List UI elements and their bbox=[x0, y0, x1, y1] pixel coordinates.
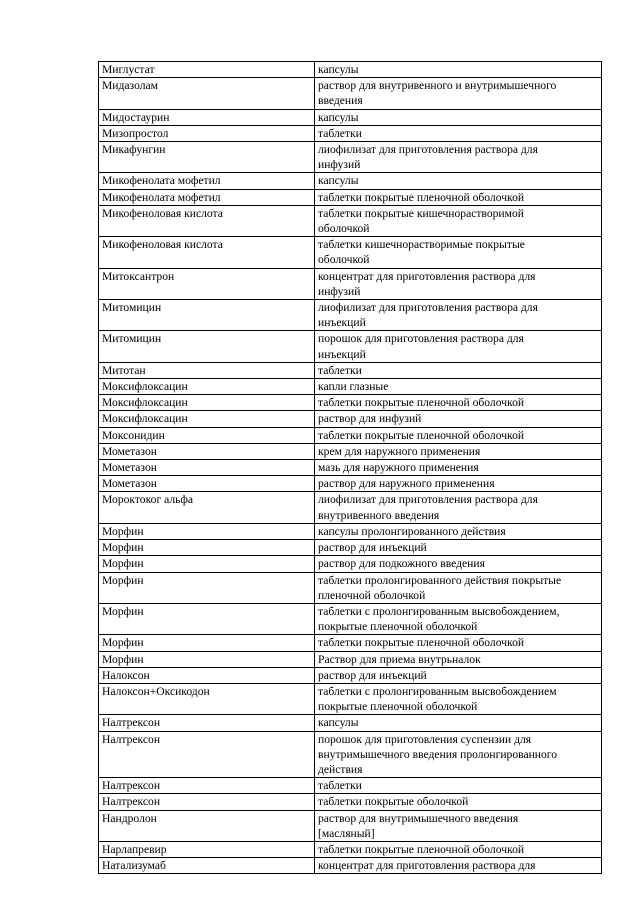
table-row bbox=[99, 205, 602, 236]
dosage-form-cell: лиофилизат для приготовления раствора для инфузий bbox=[315, 142, 602, 173]
drug-name-cell: Морфин bbox=[99, 556, 315, 572]
table-row bbox=[99, 603, 602, 634]
drug-name-cell: Моксифлоксацин bbox=[99, 379, 315, 395]
dosage-form-cell: таблетки покрытые пленочной оболочкой bbox=[315, 427, 602, 443]
table-row bbox=[99, 635, 602, 651]
table-row bbox=[99, 460, 602, 476]
dosage-form-cell: таблетки кишечнорастворимые покрытые оболочкой bbox=[315, 237, 602, 268]
dosage-form-cell: раствор для инъекций bbox=[315, 667, 602, 683]
drug-name-cell: Нандролон bbox=[99, 810, 315, 841]
table-row bbox=[99, 731, 602, 778]
drug-name-cell: Микофеноловая кислота bbox=[99, 205, 315, 236]
drug-name-cell: Митотан bbox=[99, 362, 315, 378]
dosage-form-cell: раствор для подкожного введения bbox=[315, 556, 602, 572]
drug-name-cell: Мометазон bbox=[99, 476, 315, 492]
dosage-form-cell: таблетки покрытые пленочной оболочкой bbox=[315, 841, 602, 857]
drug-name-cell: Микофеноловая кислота bbox=[99, 237, 315, 268]
drug-name-cell: Мометазон bbox=[99, 443, 315, 459]
drug-name-cell: Морфин bbox=[99, 651, 315, 667]
drug-name-cell: Моксифлоксацин bbox=[99, 395, 315, 411]
drug-name-cell: Морфин bbox=[99, 635, 315, 651]
dosage-form-cell: раствор для внутривенного и внутримышечного введения bbox=[315, 78, 602, 109]
drug-name-cell: Мометазон bbox=[99, 460, 315, 476]
drug-name-cell: Налтрексон bbox=[99, 778, 315, 794]
table-row bbox=[99, 794, 602, 810]
drug-name-cell: Моксифлоксацин bbox=[99, 411, 315, 427]
table-row bbox=[99, 109, 602, 125]
drug-name-cell: Миглустат bbox=[99, 62, 315, 78]
table-row bbox=[99, 572, 602, 603]
dosage-form-cell: раствор для наружного применения bbox=[315, 476, 602, 492]
table-row bbox=[99, 683, 602, 714]
table-row bbox=[99, 476, 602, 492]
dosage-form-cell: капсулы bbox=[315, 62, 602, 78]
table-row bbox=[99, 523, 602, 539]
dosage-form-cell: капсулы bbox=[315, 109, 602, 125]
drug-name-cell: Морфин bbox=[99, 603, 315, 634]
drug-name-cell: Мороктоког альфа bbox=[99, 492, 315, 523]
table-body bbox=[99, 62, 602, 874]
dosage-form-cell: концентрат для приготовления раствора для bbox=[315, 858, 602, 874]
drug-forms-table bbox=[98, 61, 602, 874]
dosage-form-cell: порошок для приготовления раствора для инъекций bbox=[315, 331, 602, 362]
dosage-form-cell: таблетки bbox=[315, 362, 602, 378]
dosage-form-cell: таблетки пролонгированного действия покрытые пленочной оболочкой bbox=[315, 572, 602, 603]
table-row bbox=[99, 268, 602, 299]
drug-name-cell: Митомицин bbox=[99, 331, 315, 362]
table-row bbox=[99, 395, 602, 411]
dosage-form-cell: таблетки с пролонгированным высвобождением, покрытые пленочной оболочкой bbox=[315, 603, 602, 634]
drug-name-cell: Микафунгин bbox=[99, 142, 315, 173]
drug-name-cell: Морфин bbox=[99, 523, 315, 539]
dosage-form-cell: таблетки покрытые пленочной оболочкой bbox=[315, 189, 602, 205]
dosage-form-cell: капсулы bbox=[315, 173, 602, 189]
dosage-form-cell: Раствор для приема внутрьналок bbox=[315, 651, 602, 667]
drug-name-cell: Моксонидин bbox=[99, 427, 315, 443]
table-row bbox=[99, 715, 602, 731]
dosage-form-cell: таблетки bbox=[315, 125, 602, 141]
table-row bbox=[99, 173, 602, 189]
table-row bbox=[99, 841, 602, 857]
dosage-form-cell: капли глазные bbox=[315, 379, 602, 395]
dosage-form-cell: таблетки покрытые оболочкой bbox=[315, 794, 602, 810]
dosage-form-cell: крем для наружного применения bbox=[315, 443, 602, 459]
drug-name-cell: Микофенолата мофетил bbox=[99, 189, 315, 205]
table-row bbox=[99, 142, 602, 173]
dosage-form-cell: таблетки покрытые пленочной оболочкой bbox=[315, 395, 602, 411]
drug-name-cell: Нарлапревир bbox=[99, 841, 315, 857]
drug-name-cell: Налтрексон bbox=[99, 731, 315, 778]
dosage-form-cell: раствор для внутримышечного введения [масляный] bbox=[315, 810, 602, 841]
table-row bbox=[99, 78, 602, 109]
dosage-form-cell: капсулы bbox=[315, 715, 602, 731]
drug-name-cell: Мидазолам bbox=[99, 78, 315, 109]
dosage-form-cell: мазь для наружного применения bbox=[315, 460, 602, 476]
table-row bbox=[99, 810, 602, 841]
drug-name-cell: Налтрексон bbox=[99, 794, 315, 810]
table-row bbox=[99, 492, 602, 523]
table-row bbox=[99, 651, 602, 667]
dosage-form-cell: концентрат для приготовления раствора для инфузий bbox=[315, 268, 602, 299]
drug-name-cell: Морфин bbox=[99, 572, 315, 603]
dosage-form-cell: раствор для инфузий bbox=[315, 411, 602, 427]
drug-name-cell: Микофенолата мофетил bbox=[99, 173, 315, 189]
drug-name-cell: Митоксантрон bbox=[99, 268, 315, 299]
table-row bbox=[99, 667, 602, 683]
dosage-form-cell: раствор для инъекций bbox=[315, 540, 602, 556]
table-row bbox=[99, 443, 602, 459]
table-row bbox=[99, 331, 602, 362]
table-row bbox=[99, 362, 602, 378]
dosage-form-cell: порошок для приготовления суспензии для внутримышечного введения пролонгированного действия bbox=[315, 731, 602, 778]
drug-name-cell: Мизопростол bbox=[99, 125, 315, 141]
table-row bbox=[99, 411, 602, 427]
dosage-form-cell: таблетки покрытые кишечнорастворимой оболочкой bbox=[315, 205, 602, 236]
table-row bbox=[99, 778, 602, 794]
table-row bbox=[99, 858, 602, 874]
table-row bbox=[99, 379, 602, 395]
dosage-form-cell: капсулы пролонгированного действия bbox=[315, 523, 602, 539]
drug-name-cell: Мидостаурин bbox=[99, 109, 315, 125]
drug-name-cell: Митомицин bbox=[99, 300, 315, 331]
dosage-form-cell: таблетки bbox=[315, 778, 602, 794]
dosage-form-cell: таблетки с пролонгированным высвобождением покрытые пленочной оболочкой bbox=[315, 683, 602, 714]
drug-name-cell: Налоксон bbox=[99, 667, 315, 683]
table-row bbox=[99, 237, 602, 268]
drug-name-cell: Натализумаб bbox=[99, 858, 315, 874]
table-row bbox=[99, 62, 602, 78]
dosage-form-cell: таблетки покрытые пленочной оболочкой bbox=[315, 635, 602, 651]
dosage-form-cell: лиофилизат для приготовления раствора для инъекций bbox=[315, 300, 602, 331]
table-row bbox=[99, 556, 602, 572]
table-row bbox=[99, 427, 602, 443]
drug-name-cell: Налтрексон bbox=[99, 715, 315, 731]
table-row bbox=[99, 300, 602, 331]
drug-name-cell: Налоксон+Оксикодон bbox=[99, 683, 315, 714]
table-row bbox=[99, 540, 602, 556]
dosage-form-cell: лиофилизат для приготовления раствора для внутривенного введения bbox=[315, 492, 602, 523]
table-row bbox=[99, 125, 602, 141]
drug-name-cell: Морфин bbox=[99, 540, 315, 556]
table-row bbox=[99, 189, 602, 205]
